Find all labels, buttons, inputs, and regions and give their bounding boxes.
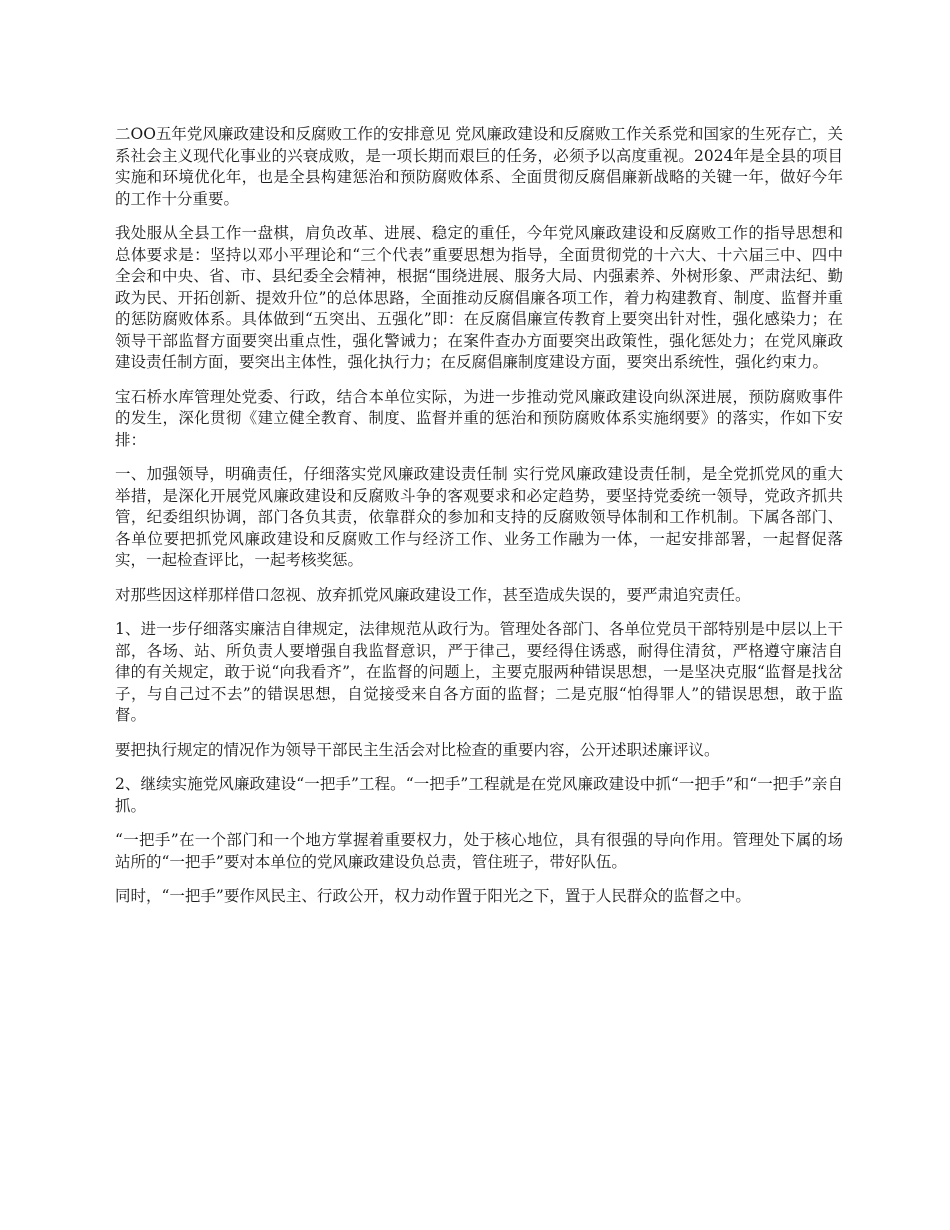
document-body	[115, 124, 843, 921]
paragraph-accountability: 对那些因这样那样借口忽视、放弃抓党风廉政建设工作，甚至造成失误的，要严肃追究责任。	[115, 585, 751, 604]
paragraph-arrangement: 宝石桥水库管理处党委、行政，结合本单位实际，为进一步推动党风廉政建设向纵深进展，预防腐败事件的发生，深化贯彻《建立健全教育、制度、监督并重的惩治和预防腐败体系实施纲要》的落实，作如下安排：	[115, 387, 843, 449]
paragraph-title-intro: 二OO五年党风廉政建设和反腐败工作的安排意见 党风廉政建设和反腐败工作关系党和国家的生死存亡，关系社会主义现代化事业的兴衰成败，是一项长期而艰巨的任务，必须予以高度重视。2024年是全县的项目实施和环境优化年，也是全县构建惩治和预防腐败体系、全面贯彻反腐倡廉新战略的关键一年，做好今年的工作十分重要。	[115, 125, 843, 208]
paragraph-item-one: 1、进一步仔细落实廉洁自律规定，法律规范从政行为。管理处各部门、各单位党员干部特别是中层以上干部，各场、站、所负责人要增强自我监督意识，严于律己，要经得住诱惑，耐得住清贫，严格遵守廉洁自律的有关规定，敢于说“向我看齐”，在监督的问题上，主要克服两种错误思想，一是坚决克服“监督是找岔子，与自己过不去”的错误思想，自觉接受来自各方面的监督；二是克服“怕得罪人”的错误思想，敢于监督。	[115, 620, 843, 724]
paragraph-guiding-thought: 我处服从全县工作一盘棋，肩负改革、进展、稳定的重任，今年党风廉政建设和反腐败工作的指导思想和总体要求是：坚持以邓小平理论和“三个代表”重要思想为指导，全面贯彻党的十六大、十六届三中、四中全会和中央、省、市、县纪委全会精神，根据“围绕进展、服务大局、内强素养、外树形象、严肃法纪、勤政为民、开拓创新、提效升位”的总体思路，全面推动反腐倡廉各项工作，着力构建教育、制度、监督并重的惩防腐败体系。具体做到“五突出、五强化”即：在反腐倡廉宣传教育上要突出针对性，强化感染力；在领导干部监督方面要突出重点性，强化警诫力；在案件查办方面要突出政策性，强化惩处力；在党风廉政建设责任制方面，要突出主体性，强化执行力；在反腐倡廉制度建设方面，要突出系统性，强化约束力。	[115, 224, 843, 371]
paragraph-leader-role: “一把手”在一个部门和一个地方掌握着重要权力，处于核心地位，具有很强的导向作用。管理处下属的场站所的“一把手”要对本单位的党风廉政建设负总责，管住班子，带好队伍。	[115, 831, 843, 871]
paragraph-transparency: 同时，“一把手”要作风民主、行政公开，权力动作置于阳光之下，置于人民群众的监督之中。	[115, 887, 751, 905]
paragraph-section-one: 一、加强领导，明确责任，仔细落实党风廉政建设责任制 实行党风廉政建设责任制，是全党抓党风的重大举措，是深化开展党风廉政建设和反腐败斗争的客观要求和必定趋势，要坚持党委统一领导，党政齐抓共管，纪委组织协调，部门各负其责，依靠群众的参加和支持的反腐败领导体制和工作机制。下属各部门、各单位要把抓党风廉政建设和反腐败工作与经济工作、业务工作融为一体，一起安排部署，一起督促落实，一起检查评比，一起考核奖惩。	[115, 465, 843, 569]
paragraph-item-two: 2、继续实施党风廉政建设“一把手”工程。“一把手”工程就是在党风廉政建设中抓“一把手”和“一把手”亲自抓。	[115, 775, 843, 815]
paragraph-evaluation: 要把执行规定的情况作为领导干部民主生活会对比检查的重要内容，公开述职述廉评议。	[115, 740, 720, 759]
